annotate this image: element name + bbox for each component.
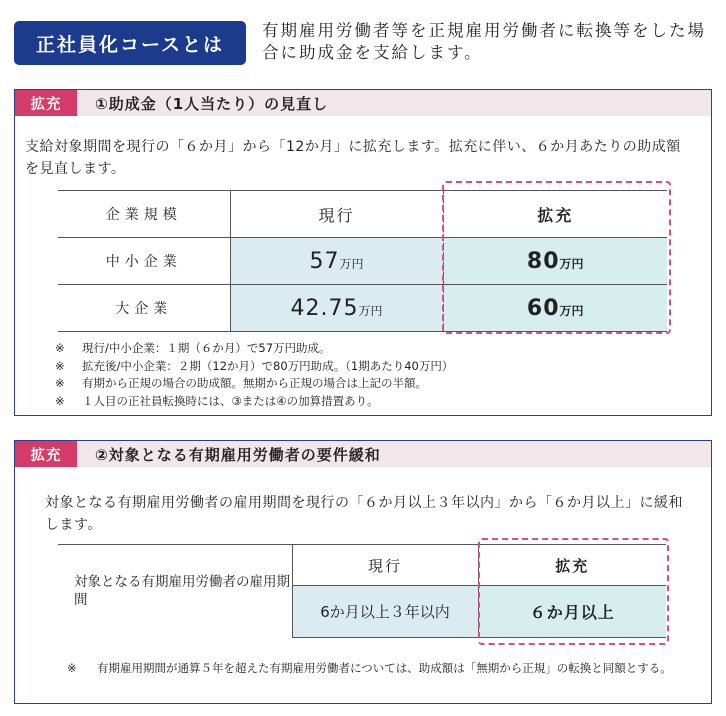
- intro-text: 有期雇用労働者等を正規雇用労働者に転換等をした場合に助成金を支給します。: [262, 21, 706, 62]
- amount-value: 42.75: [290, 295, 359, 321]
- amount-unit: 万円: [559, 256, 584, 271]
- header-company-size: 企業規模: [58, 191, 230, 238]
- row-label-employment-period: 対象となる有期雇用労働者の雇用期間: [58, 545, 292, 638]
- note-text: 有期から正規の場合の助成額。無期から正規の場合は上記の半額。: [82, 376, 427, 390]
- note-text: 現行/中小企業：１期（６か月）で57万円助成。: [82, 341, 331, 355]
- section-description: 対象となる有期雇用労働者の雇用期間を現行の「６か月以上３年以内」から「６か月以上」に緩和します。: [45, 495, 683, 533]
- section-title: ②対象となる有期雇用労働者の要件緩和: [95, 446, 381, 464]
- note-text: 有期雇用期間が通算５年を超えた有期雇用労働者については、助成額は「無期から正規」の転換と同額とする。: [97, 661, 672, 675]
- note-item: [55, 358, 453, 376]
- header-expanded: 拡充: [478, 545, 666, 586]
- section-requirement-relaxation: [14, 440, 712, 704]
- note-mark: ※: [55, 358, 65, 373]
- notes-list: [55, 340, 453, 410]
- section-header: [15, 441, 711, 467]
- amount-value: 80: [526, 248, 560, 274]
- expansion-tag: 拡充: [15, 441, 77, 467]
- note-text: １人目の正社員転換時には、③または④の加算措置あり。: [82, 393, 379, 408]
- header-current: 現行: [292, 545, 478, 586]
- table-row: [58, 238, 667, 285]
- page-title: 正社員化コースとは: [14, 21, 246, 65]
- amount-value: 57: [309, 248, 340, 274]
- header-current: 現行: [230, 191, 443, 238]
- note-mark: ※: [67, 661, 77, 675]
- row-label-large: 大企業: [58, 285, 230, 332]
- amount-value: 60: [526, 295, 560, 321]
- amount-unit: 万円: [358, 303, 383, 318]
- expanded-period: ６か月以上: [478, 586, 666, 638]
- amount-unit: 万円: [559, 303, 584, 318]
- table-row: [58, 545, 666, 586]
- amount-unit: 万円: [339, 256, 364, 271]
- requirement-table: [58, 544, 666, 638]
- section-subsidy-review: [14, 89, 712, 416]
- current-period: 6か月以上３年以内: [292, 586, 478, 638]
- note-mark: ※: [55, 393, 65, 408]
- subsidy-table: [58, 190, 667, 332]
- expansion-tag: 拡充: [15, 90, 77, 116]
- current-amount: [230, 238, 443, 285]
- note-item: [55, 393, 453, 411]
- section-header: [15, 90, 711, 116]
- note-item: [55, 340, 453, 358]
- note-item: [55, 375, 453, 393]
- section-description: 支給対象期間を現行の「６か月」から「12か月」に拡充します。拡充に伴い、６か月あたりの助成額を見直します。: [25, 139, 681, 177]
- section-title: ①助成金（1人当たり）の見直し: [95, 95, 329, 113]
- header-expanded: 拡充: [443, 191, 667, 238]
- current-amount: [230, 285, 443, 332]
- note-item: [67, 658, 687, 678]
- table-row: [58, 285, 667, 332]
- row-label-sme: 中小企業: [58, 238, 230, 285]
- note-mark: ※: [55, 341, 65, 355]
- expanded-amount: [443, 238, 667, 285]
- note-mark: ※: [55, 376, 65, 390]
- table-header-row: [58, 191, 667, 238]
- expanded-amount: [443, 285, 667, 332]
- note-text: 拡充後/中小企業：２期（12か月）で80万円助成。（1期あたり40万円）: [82, 358, 454, 373]
